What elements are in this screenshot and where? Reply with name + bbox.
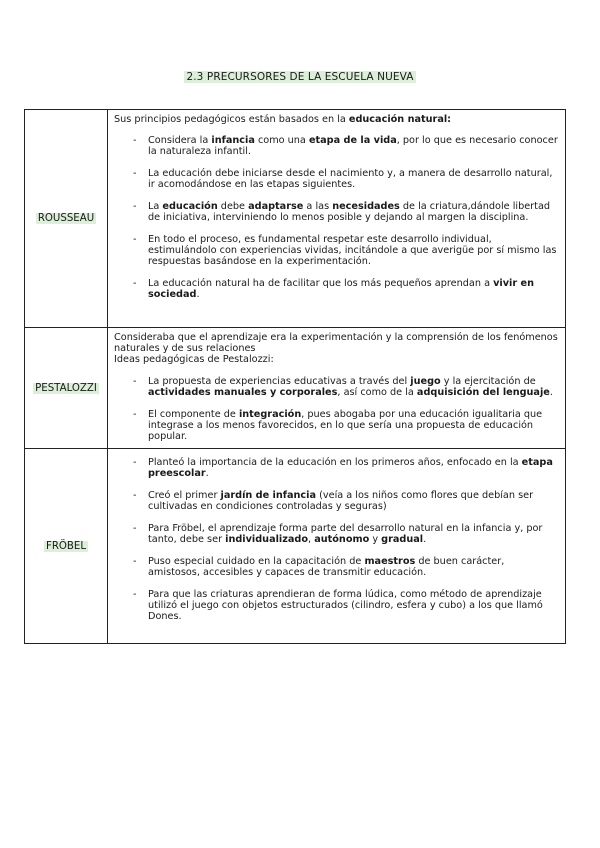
list-item: - Planteó la importancia de la educación en los primeros años, enfocado en la etapa preescolar. [114,457,559,479]
content-cell-pestalozzi [108,328,566,449]
author-name: PESTALOZZI [35,382,97,394]
list-item: - Creó el primer jardín de infancia (veía a los niños como flores que debían ser cultivadas en condiciones controladas y seguras) [114,490,559,512]
precursors-table [24,109,566,644]
list-item: - En todo el proceso, es fundamental respetar este desarrollo individual, estimulándolo con experiencias vividas, incitándole a que averigüe por sí mismo las respuestas basándose en la experimentación. [114,234,559,267]
author-cell-frobel [25,449,108,644]
table-row-rousseau [25,110,566,328]
content-cell-rousseau [108,110,566,328]
table-row-pestalozzi [25,328,566,449]
author-cell-rousseau [25,110,108,328]
list-item: - La educación debe adaptarse a las necesidades de la criatura,dándole libertad de iniciativa, interviniendo lo menos posible y dejando al margen la disciplina. [114,201,559,223]
content-cell-frobel [108,449,566,644]
list-item: - La propuesta de experiencias educativas a través del juego y la ejercitación de actividades manuales y corporales, así como de la adquisición del lenguaje. [114,376,559,398]
intro-text: Consideraba que el aprendizaje era la experimentación y la comprensión de los fenómenos naturales y de sus relaciones [114,332,558,354]
bullet-list [114,457,559,622]
list-item: - El componente de integración, pues abogaba por una educación igualitaria que integrase a los menos favorecidos, en lo que sería una propuesta de educación popular. [114,409,559,442]
list-item: - Puso especial cuidado en la capacitación de maestros de buen carácter, amistosos, accesibles y capaces de transmitir educación. [114,556,559,578]
intro-subtitle: Ideas pedagógicas de Pestalozzi: [114,354,274,365]
bullet-list [114,376,559,442]
list-item: - La educación natural ha de facilitar que los más pequeños aprendan a vivir en sociedad. [114,278,559,300]
list-item: - La educación debe iniciarse desde el nacimiento y, a manera de desarrollo natural, ir acomodándose en las etapas siguientes. [114,168,559,190]
list-item: - Considera la infancia como una etapa de la vida, por lo que es necesario conocer la naturaleza infantil. [114,135,559,157]
page-title [0,71,600,83]
title-text: 2.3 PRECURSORES DE LA ESCUELA NUEVA [186,71,414,83]
bullet-list [114,135,559,300]
list-item: - Para que las criaturas aprendieran de forma lúdica, como método de aprendizaje utilizó el juego con objetos estructurados (cilindro, esfera y cubo) a los que llamó Dones. [114,589,559,622]
intro-text: Sus principios pedagógicos están basados en la educación natural: [114,114,452,125]
author-name: ROUSSEAU [37,213,95,224]
list-item: - Para Fröbel, el aprendizaje forma parte del desarrollo natural en la infancia y, por tanto, debe ser individualizado, autónomo y gradual. [114,523,559,545]
author-name: FRÖBEL [45,540,87,552]
author-cell-pestalozzi [25,328,108,449]
table-row-frobel [25,449,566,644]
